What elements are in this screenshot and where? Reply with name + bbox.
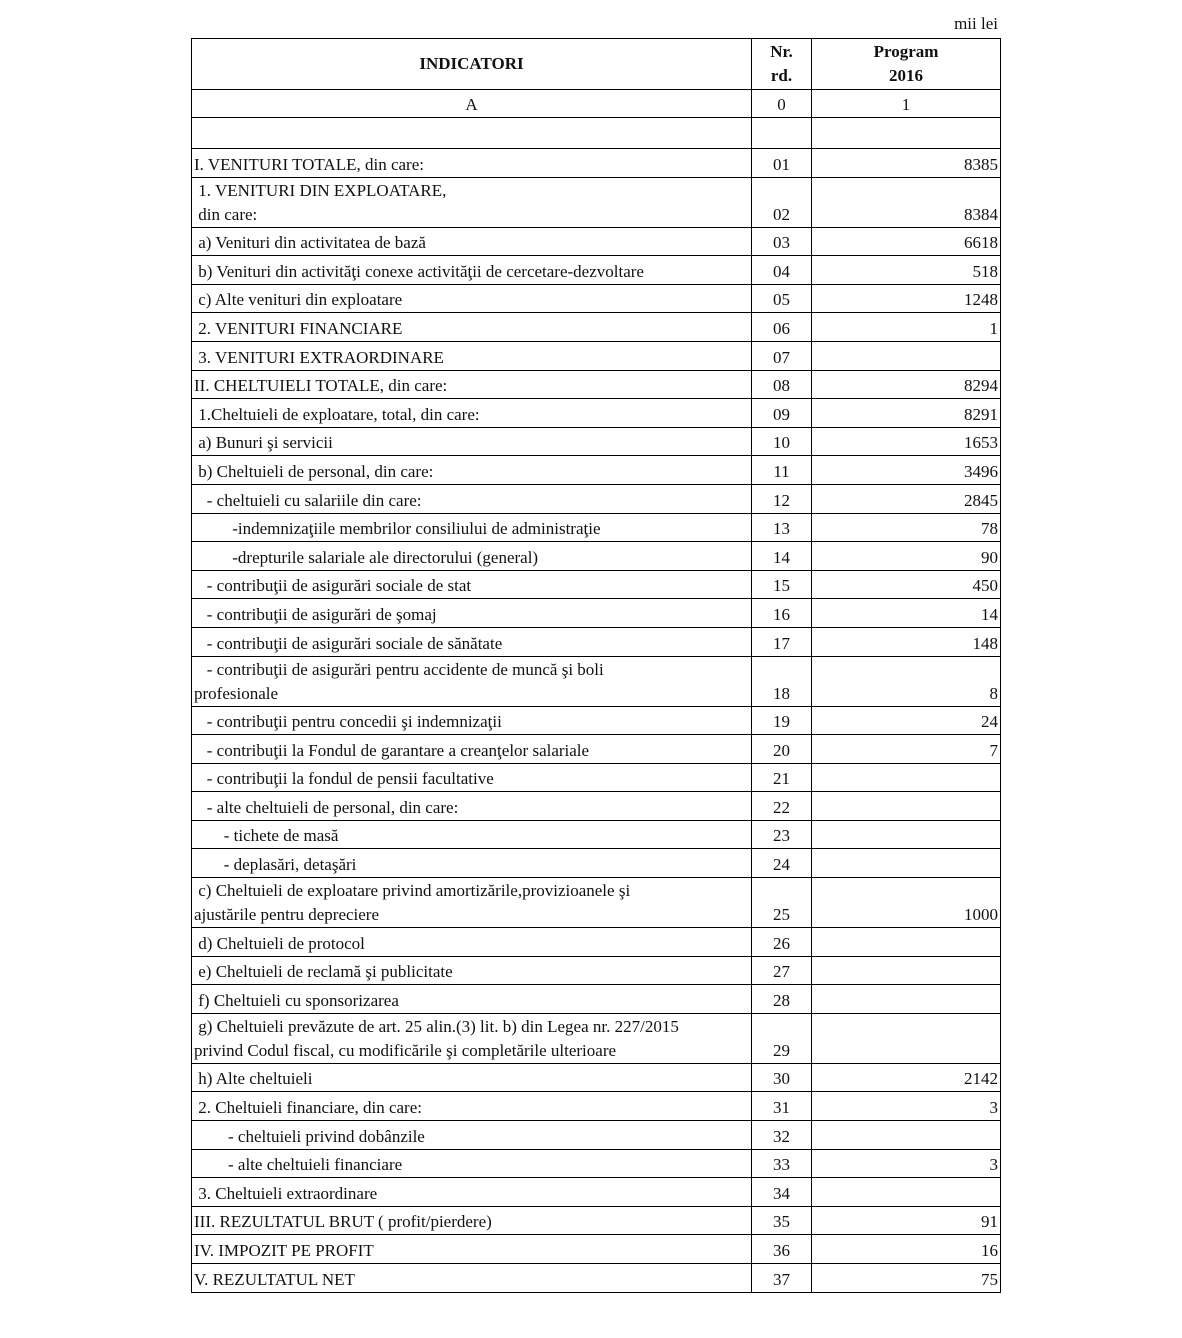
indicator-cell xyxy=(192,627,752,656)
row-number: 10 xyxy=(752,427,812,456)
program-value: 3 xyxy=(812,1149,1001,1178)
table-row xyxy=(192,956,1001,985)
program-value: 7 xyxy=(812,735,1001,764)
row-number: 23 xyxy=(752,820,812,849)
row-number: 03 xyxy=(752,227,812,256)
table-row xyxy=(192,149,1001,178)
table-row xyxy=(192,820,1001,849)
row-number: 24 xyxy=(752,849,812,878)
indicator-cell xyxy=(192,878,752,928)
program-value: 8384 xyxy=(812,177,1001,227)
row-number: 16 xyxy=(752,599,812,628)
table-body xyxy=(192,149,1001,1293)
program-value: 91 xyxy=(812,1206,1001,1235)
row-number: 22 xyxy=(752,792,812,821)
indicator-cell xyxy=(192,427,752,456)
row-number: 19 xyxy=(752,706,812,735)
indicator-cell xyxy=(192,1206,752,1235)
indicator-label: a) Bunuri şi servicii xyxy=(194,433,333,453)
table-row xyxy=(192,849,1001,878)
table-row xyxy=(192,1206,1001,1235)
row-number: 34 xyxy=(752,1178,812,1207)
table-row xyxy=(192,456,1001,485)
table-row xyxy=(192,1178,1001,1207)
indicator-label: 2. Cheltuieli financiare, din care: xyxy=(194,1098,422,1118)
indicator-cell xyxy=(192,956,752,985)
indicator-cell xyxy=(192,149,752,178)
table-row xyxy=(192,985,1001,1014)
table-row xyxy=(192,427,1001,456)
indicator-label: V. REZULTATUL NET xyxy=(194,1269,355,1289)
indicator-label: - alte cheltuieli financiare xyxy=(194,1155,403,1175)
table-row xyxy=(192,1121,1001,1150)
indicator-cell xyxy=(192,1013,752,1063)
row-number: 07 xyxy=(752,341,812,370)
program-value xyxy=(812,928,1001,957)
table-row xyxy=(192,570,1001,599)
program-value: 8294 xyxy=(812,370,1001,399)
indicator-cell xyxy=(192,370,752,399)
indicator-cell xyxy=(192,456,752,485)
indicator-cell xyxy=(192,513,752,542)
table-row xyxy=(192,177,1001,227)
row-number: 26 xyxy=(752,928,812,957)
indicator-label: e) Cheltuieli de reclamă şi publicitate xyxy=(194,962,453,982)
row-number: 18 xyxy=(752,656,812,706)
row-number: 36 xyxy=(752,1235,812,1264)
table-row xyxy=(192,1013,1001,1063)
table-row xyxy=(192,1092,1001,1121)
header-nr-line2: rd. xyxy=(770,66,793,85)
table-row xyxy=(192,513,1001,542)
program-value xyxy=(812,1121,1001,1150)
indicator-cell xyxy=(192,1063,752,1092)
header-program-line2: 2016 xyxy=(889,66,923,85)
indicator-label: h) Alte cheltuieli xyxy=(194,1069,313,1089)
indicator-cell xyxy=(192,341,752,370)
indicator-label: - tichete de masă xyxy=(194,826,339,846)
program-value: 450 xyxy=(812,570,1001,599)
indicator-label: -drepturile salariale ale directorului (general) xyxy=(194,547,539,567)
program-value: 148 xyxy=(812,627,1001,656)
indicator-label: - contribuţii la fondul de pensii facultative xyxy=(194,769,494,789)
spacer-row xyxy=(192,118,1001,149)
spacer-cell xyxy=(752,118,812,149)
indicator-cell xyxy=(192,763,752,792)
budget-table xyxy=(191,38,1001,1293)
table-row xyxy=(192,227,1001,256)
indicator-cell xyxy=(192,256,752,285)
table-row xyxy=(192,1235,1001,1264)
program-value xyxy=(812,849,1001,878)
row-number: 13 xyxy=(752,513,812,542)
indicator-label: g) Cheltuieli prevăzute de art. 25 alin.(3) lit. b) din Legea nr. 227/2015 privind Codul fiscal, cu modificările şi completările ulterioare xyxy=(194,1016,679,1060)
indicator-cell xyxy=(192,706,752,735)
program-value xyxy=(812,820,1001,849)
indicator-cell xyxy=(192,656,752,706)
indicator-label: 3. VENITURI EXTRAORDINARE xyxy=(194,347,444,367)
program-value xyxy=(812,985,1001,1014)
indicator-label: c) Alte venituri din exploatare xyxy=(194,290,403,310)
table-row xyxy=(192,656,1001,706)
indicator-label: 3. Cheltuieli extraordinare xyxy=(194,1183,378,1203)
table-row xyxy=(192,627,1001,656)
indicator-label: - cheltuieli cu salariile din care: xyxy=(194,490,422,510)
indicator-cell xyxy=(192,284,752,313)
indicator-cell xyxy=(192,1149,752,1178)
table-row xyxy=(192,399,1001,428)
row-number: 14 xyxy=(752,542,812,571)
row-number: 17 xyxy=(752,627,812,656)
indicator-cell xyxy=(192,1178,752,1207)
program-value: 75 xyxy=(812,1264,1001,1293)
table-row xyxy=(192,599,1001,628)
indicator-cell xyxy=(192,928,752,957)
indicator-cell xyxy=(192,542,752,571)
indicator-label: a) Venituri din activitatea de bază xyxy=(194,233,426,253)
table-row xyxy=(192,1149,1001,1178)
indicator-cell xyxy=(192,399,752,428)
table-row xyxy=(192,1063,1001,1092)
table-row xyxy=(192,256,1001,285)
indicator-label: - contribuţii de asigurări sociale de stat xyxy=(194,576,472,596)
indicator-label: - cheltuieli privind dobânzile xyxy=(194,1126,425,1146)
row-number: 05 xyxy=(752,284,812,313)
indicator-label: 1. VENITURI DIN EXPLOATARE, din care: xyxy=(198,180,447,224)
row-number: 12 xyxy=(752,484,812,513)
table-row xyxy=(192,878,1001,928)
program-value: 16 xyxy=(812,1235,1001,1264)
program-value: 8 xyxy=(812,656,1001,706)
indicator-label: IV. IMPOZIT PE PROFIT xyxy=(194,1241,374,1260)
program-value: 8291 xyxy=(812,399,1001,428)
indicator-label: 2. VENITURI FINANCIARE xyxy=(194,318,403,338)
indicator-label: -indemnizaţiile membrilor consiliului de administraţie xyxy=(194,519,601,539)
program-value: 14 xyxy=(812,599,1001,628)
row-number: 31 xyxy=(752,1092,812,1121)
table-row xyxy=(192,928,1001,957)
row-number: 29 xyxy=(752,1013,812,1063)
row-number: 37 xyxy=(752,1264,812,1293)
row-number: 35 xyxy=(752,1206,812,1235)
header-nr xyxy=(752,39,812,90)
table-row xyxy=(192,370,1001,399)
indicator-label: d) Cheltuieli de protocol xyxy=(194,933,365,953)
row-number: 04 xyxy=(752,256,812,285)
program-value: 3 xyxy=(812,1092,1001,1121)
indicator-label: - contribuţii pentru concedii şi indemnizaţii xyxy=(194,712,502,732)
program-value xyxy=(812,792,1001,821)
indicator-cell xyxy=(192,985,752,1014)
header-program-line1: Program xyxy=(873,42,939,61)
program-value: 24 xyxy=(812,706,1001,735)
indicator-label: III. REZULTATUL BRUT ( profit/pierdere) xyxy=(194,1212,492,1232)
indicator-cell xyxy=(192,227,752,256)
program-value: 1653 xyxy=(812,427,1001,456)
indicator-label: - deplasări, detaşări xyxy=(194,855,357,875)
row-number: 20 xyxy=(752,735,812,764)
program-value: 1 xyxy=(812,313,1001,342)
indicator-label: - contribuţii de asigurări pentru accidente de muncă şi boli profesionale xyxy=(194,659,604,703)
indicator-label: I. VENITURI TOTALE, din care: xyxy=(194,154,424,174)
column-code-0: 0 xyxy=(752,90,812,118)
row-number: 15 xyxy=(752,570,812,599)
indicator-label: b) Cheltuieli de personal, din care: xyxy=(194,461,434,481)
program-value: 2845 xyxy=(812,484,1001,513)
table-row xyxy=(192,735,1001,764)
indicator-cell xyxy=(192,313,752,342)
program-value xyxy=(812,341,1001,370)
program-value: 1248 xyxy=(812,284,1001,313)
indicator-cell xyxy=(192,570,752,599)
table-row xyxy=(192,484,1001,513)
indicator-cell xyxy=(192,1235,752,1264)
spacer-cell xyxy=(812,118,1001,149)
table-row xyxy=(192,313,1001,342)
row-number: 30 xyxy=(752,1063,812,1092)
indicator-cell xyxy=(192,820,752,849)
indicator-cell xyxy=(192,735,752,764)
row-number: 33 xyxy=(752,1149,812,1178)
table-row xyxy=(192,1264,1001,1293)
indicator-cell xyxy=(192,1264,752,1293)
column-code-a: A xyxy=(192,90,752,118)
indicator-label: b) Venituri din activităţi conexe activităţii de cercetare-dezvoltare xyxy=(194,261,644,281)
program-value: 78 xyxy=(812,513,1001,542)
row-number: 25 xyxy=(752,878,812,928)
row-number: 09 xyxy=(752,399,812,428)
program-value xyxy=(812,956,1001,985)
indicator-label: 1.Cheltuieli de exploatare, total, din care: xyxy=(194,404,480,424)
program-value xyxy=(812,1178,1001,1207)
row-number: 11 xyxy=(752,456,812,485)
indicator-cell xyxy=(192,1092,752,1121)
row-number: 32 xyxy=(752,1121,812,1150)
row-number: 02 xyxy=(752,177,812,227)
table-row xyxy=(192,341,1001,370)
indicator-label: - contribuţii de asigurări sociale de sănătate xyxy=(194,633,503,653)
indicator-label: c) Cheltuieli de exploatare privind amortizările,provizioanele şi ajustările pentru depreciere xyxy=(194,881,631,925)
row-number: 06 xyxy=(752,313,812,342)
header-nr-line1: Nr. xyxy=(770,42,793,61)
indicator-cell xyxy=(192,1121,752,1150)
program-value: 518 xyxy=(812,256,1001,285)
column-code-row xyxy=(192,90,1001,118)
program-value xyxy=(812,1013,1001,1063)
program-value: 6618 xyxy=(812,227,1001,256)
row-number: 21 xyxy=(752,763,812,792)
table-row xyxy=(192,284,1001,313)
table-row xyxy=(192,763,1001,792)
row-number: 08 xyxy=(752,370,812,399)
indicator-cell xyxy=(192,599,752,628)
spacer-cell xyxy=(192,118,752,149)
column-code-1: 1 xyxy=(812,90,1001,118)
header-indicatori: INDICATORI xyxy=(192,39,752,90)
indicator-label: - contribuţii la Fondul de garantare a creanţelor salariale xyxy=(194,740,590,760)
row-number: 01 xyxy=(752,149,812,178)
row-number: 28 xyxy=(752,985,812,1014)
indicator-label: II. CHELTUIELI TOTALE, din care: xyxy=(194,376,448,396)
program-value: 90 xyxy=(812,542,1001,571)
table-row xyxy=(192,792,1001,821)
program-value: 2142 xyxy=(812,1063,1001,1092)
table-row xyxy=(192,706,1001,735)
table-row xyxy=(192,542,1001,571)
header-program xyxy=(812,39,1001,90)
indicator-cell xyxy=(192,177,752,227)
indicator-cell xyxy=(192,849,752,878)
indicator-cell xyxy=(192,484,752,513)
row-number: 27 xyxy=(752,956,812,985)
header-row xyxy=(192,39,1001,90)
indicator-label: f) Cheltuieli cu sponsorizarea xyxy=(194,990,399,1010)
indicator-label: - alte cheltuieli de personal, din care: xyxy=(194,797,459,817)
program-value: 3496 xyxy=(812,456,1001,485)
indicator-label: - contribuţii de asigurări de şomaj xyxy=(194,604,437,624)
program-value: 8385 xyxy=(812,149,1001,178)
unit-label: mii lei xyxy=(954,14,998,33)
program-value xyxy=(812,763,1001,792)
indicator-cell xyxy=(192,792,752,821)
program-value: 1000 xyxy=(812,878,1001,928)
